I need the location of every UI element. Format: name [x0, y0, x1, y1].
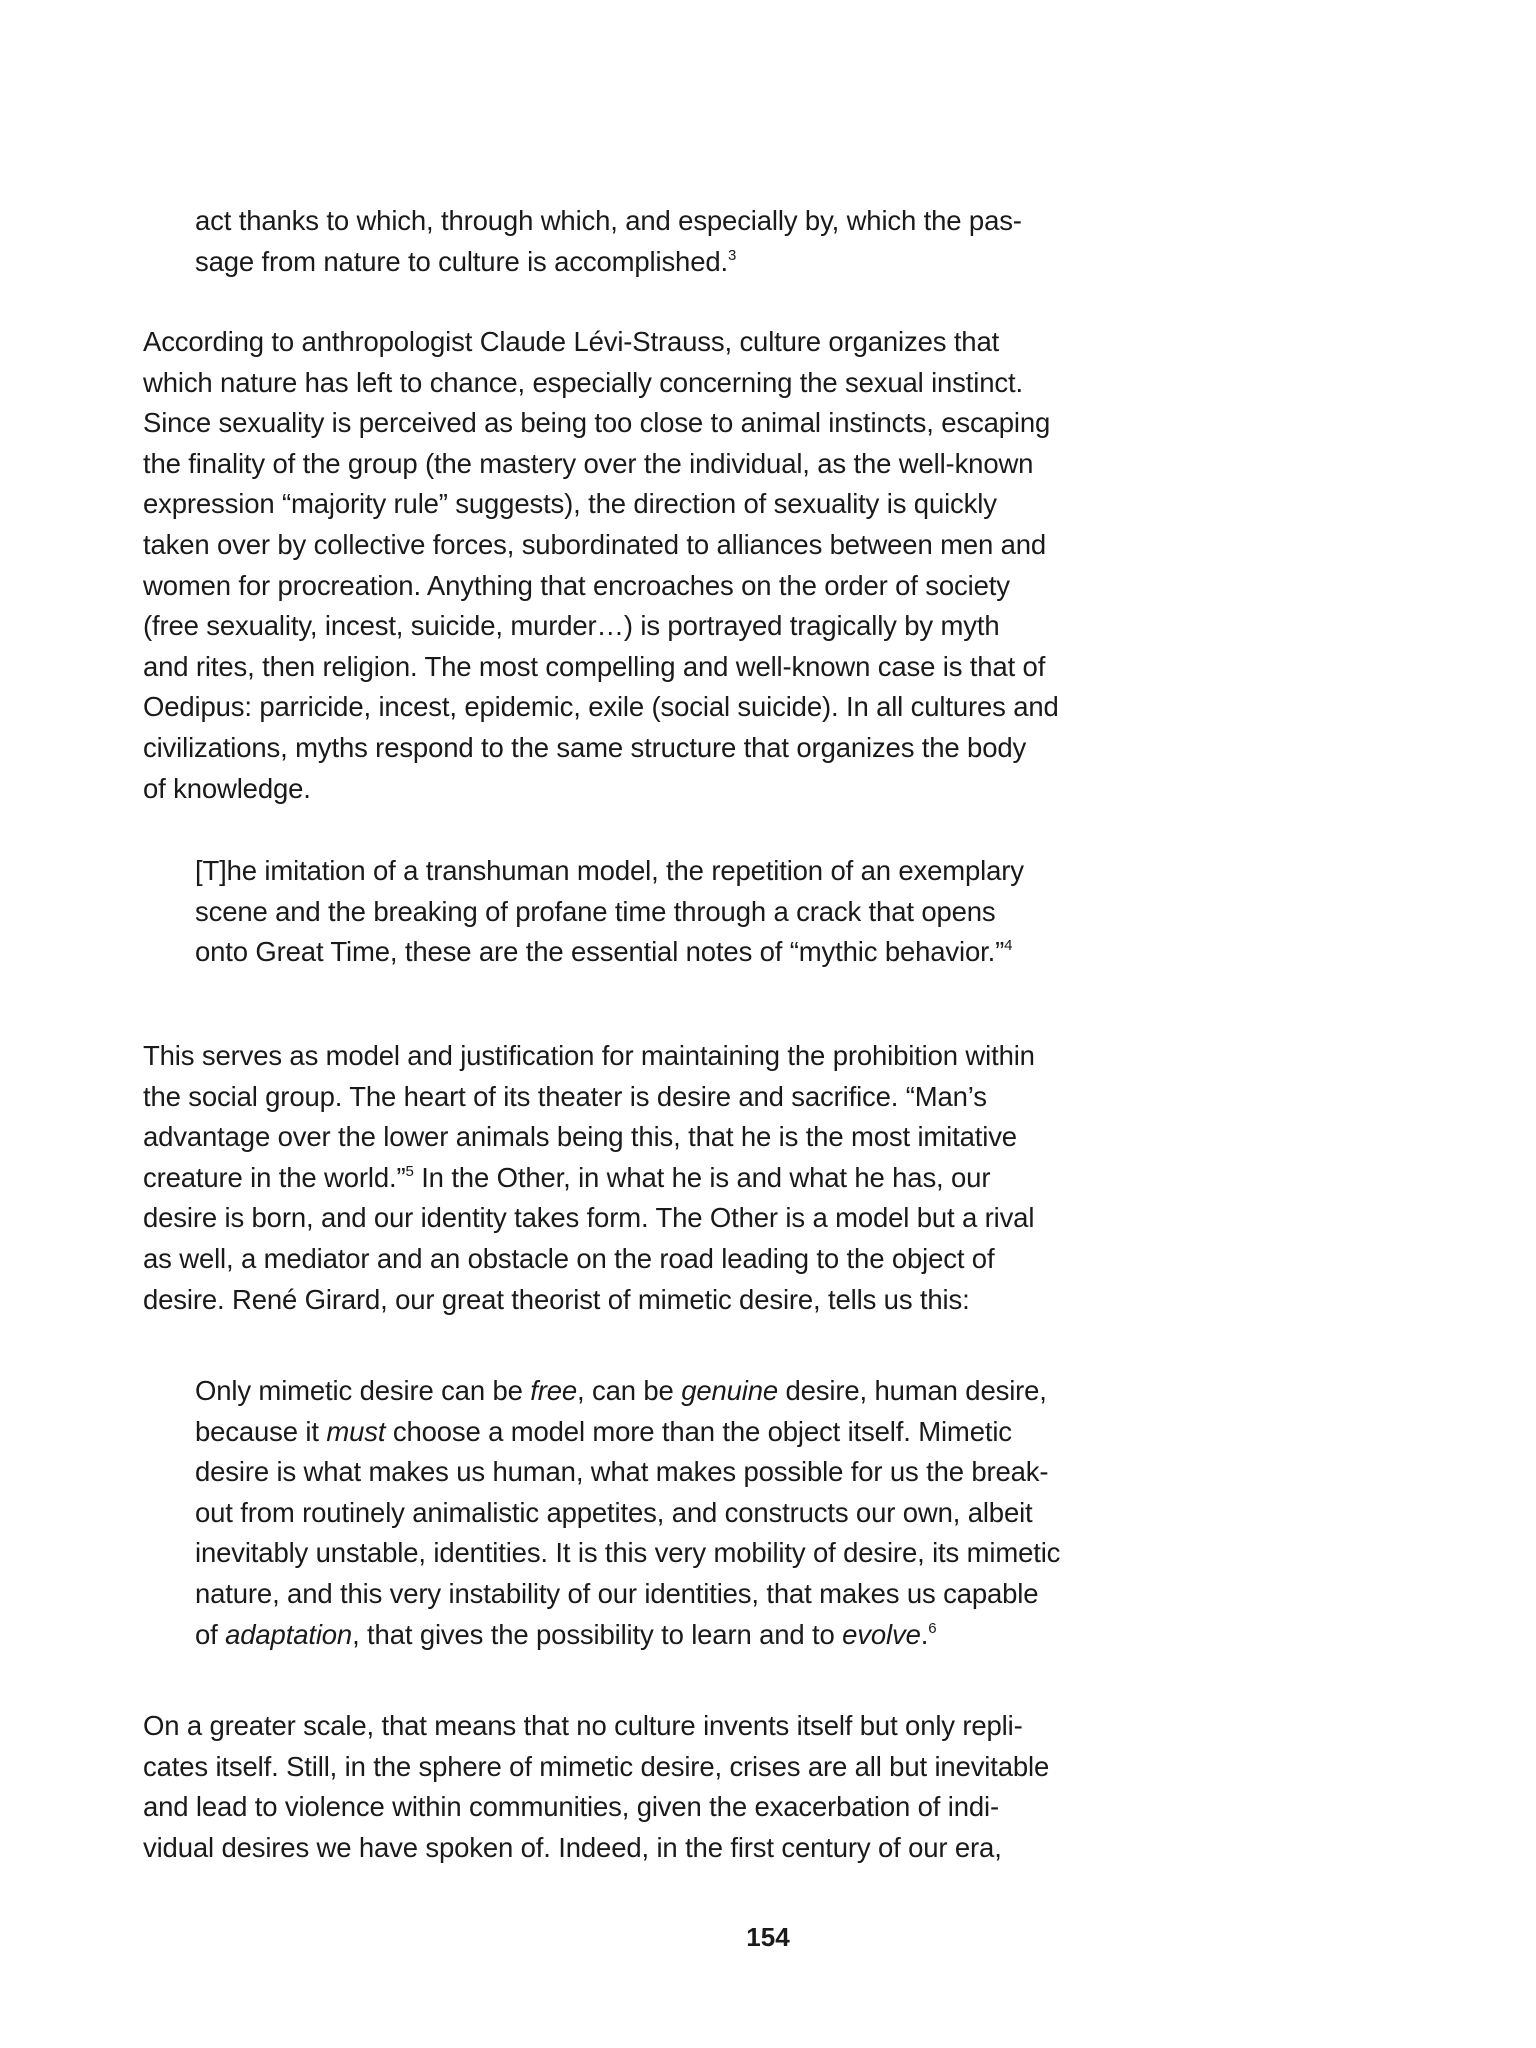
text-line-content: onto Great Time, these are the essential notes of “mythic behavior.” [195, 936, 1005, 968]
text-line-content: creature in the world.” [143, 1161, 406, 1193]
text-line: desire. René Girard, our great theorist of mimetic desire, tells us this: [143, 1283, 970, 1315]
emphasis-text: genuine [681, 1375, 779, 1406]
text-run: , can be [577, 1375, 682, 1406]
block-quote-2 [195, 851, 1135, 973]
block-paragraph-2 [143, 1036, 1143, 1320]
text-line: inevitably unstable, identities. It is this very mobility of desire, its mimetic [195, 1537, 1061, 1569]
text-run: Only mimetic desire can be [195, 1375, 531, 1406]
text-line: vidual desires we have spoken of. Indeed, in the first century of our era, [143, 1831, 1002, 1863]
text-line: and rites, then religion. The most compelling and well-known case is that of [143, 650, 1046, 682]
footnote-marker: 6 [928, 1619, 937, 1637]
text-line-continuation: In the Other, in what he is and what he has, our [413, 1161, 991, 1193]
text-line [195, 932, 1135, 973]
text-line-content: sage from nature to culture is accomplished. [195, 245, 728, 277]
text-line: cates itself. Still, in the sphere of mimetic desire, crises are all but inevitable [143, 1750, 1050, 1782]
block-paragraph-1 [143, 322, 1143, 809]
text-line: women for procreation. Anything that encroaches on the order of society [143, 569, 1010, 601]
text-line: taken over by collective forces, subordinated to alliances between men and [143, 528, 1047, 560]
text-line: expression “majority rule” suggests), the direction of sexuality is quickly [143, 488, 997, 520]
text-line: as well, a mediator and an obstacle on the road leading to the object of [143, 1242, 995, 1274]
text-line: [T]he imitation of a transhuman model, the repetition of an exemplary [195, 855, 1024, 886]
text-run: because it [195, 1415, 327, 1447]
text-line: civilizations, myths respond to the same structure that organizes the body [143, 731, 1027, 763]
text-line: (free sexuality, incest, suicide, murder…) is portrayed tragically by myth [143, 610, 1000, 642]
text-line: This serves as model and justification for maintaining the prohibition within [143, 1040, 1035, 1071]
text-line: desire is what makes us human, what makes possible for us the break- [195, 1456, 1049, 1488]
text-line: Oedipus: parricide, incest, epidemic, exile (social suicide). In all cultures and [143, 691, 1059, 723]
block-paragraph-3 [143, 1706, 1143, 1868]
footnote-marker: 5 [405, 1162, 414, 1180]
text-line: advantage over the lower animals being this, that he is the most imitative [143, 1121, 1017, 1153]
text-run: choose a model more than the object itself. Mimetic [385, 1415, 1012, 1447]
text-run: . [920, 1618, 929, 1650]
text-line: which nature has left to chance, especially concerning the sexual instinct. [143, 366, 1023, 398]
text-line: On a greater scale, that means that no culture invents itself but only repli- [143, 1710, 1023, 1741]
text-line [195, 1615, 1135, 1656]
text-line: act thanks to which, through which, and especially by, which the pas- [195, 205, 1022, 236]
text-line: Since sexuality is perceived as being too close to animal instincts, escaping [143, 407, 1051, 439]
emphasis-text: evolve [842, 1618, 921, 1650]
emphasis-text: must [326, 1415, 386, 1447]
page-number: 154 [746, 1922, 790, 1952]
footnote-marker: 3 [727, 246, 737, 264]
text-line: According to anthropologist Claude Lévi-Strauss, culture organizes that [143, 326, 1000, 357]
text-run: of [195, 1618, 226, 1650]
emphasis-text: adaptation [225, 1618, 353, 1650]
text-line [195, 1412, 1135, 1453]
text-line [143, 1158, 1143, 1199]
text-line: the social group. The heart of its theater is desire and sacrifice. “Man’s [143, 1080, 987, 1112]
text-run: desire, human desire, [778, 1375, 1047, 1406]
text-line [195, 242, 1135, 283]
text-line: scene and the breaking of profane time through a crack that opens [195, 895, 996, 927]
text-line: out from routinely animalistic appetites, and constructs our own, albeit [195, 1496, 1033, 1528]
block-quote-1 [195, 201, 1135, 282]
text-line [195, 1371, 1135, 1412]
footnote-marker: 4 [1004, 937, 1013, 955]
text-line: the finality of the group (the mastery over the individual, as the well-known [143, 447, 1034, 479]
text-line: of knowledge. [143, 772, 311, 804]
text-line: nature, and this very instability of our identities, that makes us capable [195, 1577, 1039, 1609]
text-line: and lead to violence within communities, given the exacerbation of indi- [143, 1791, 999, 1823]
text-run: , that gives the possibility to learn and to [352, 1618, 843, 1650]
text-line: desire is born, and our identity takes form. The Other is a model but a rival [143, 1202, 1035, 1234]
block-quote-3 [195, 1371, 1135, 1655]
emphasis-text: free [530, 1375, 578, 1406]
